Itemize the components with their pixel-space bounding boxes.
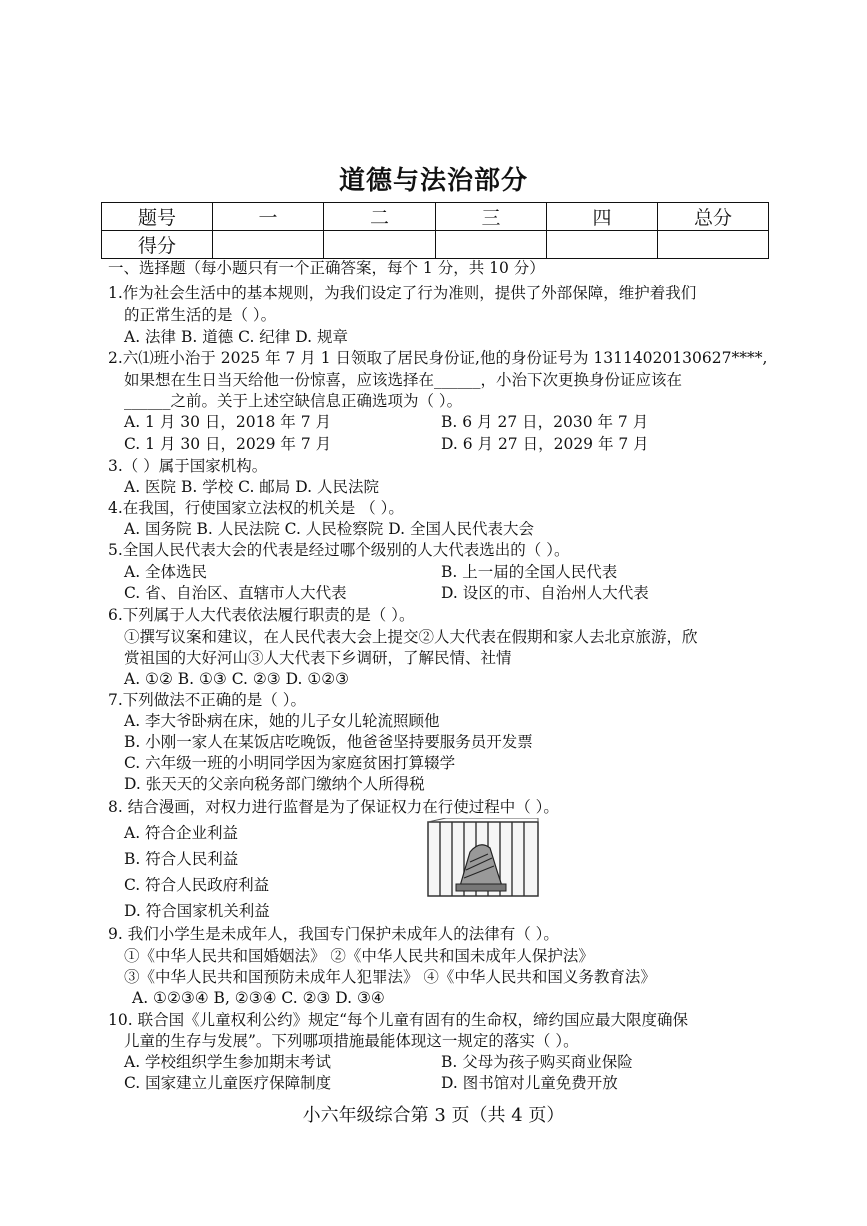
question-text-line: 7.下列做法不正确的是（ ）。: [108, 691, 306, 709]
score-cell: 二: [324, 203, 436, 231]
score-cell: 三: [436, 203, 547, 231]
page-title: 道德与法治部分: [338, 166, 528, 196]
score-cell: 得分: [102, 231, 213, 259]
question-text-line: 9. 我们小学生是未成年人，我国专门保护未成年人的法律有（ ）。: [108, 925, 559, 943]
question-text-line: 赏祖国的大好河山③人大代表下乡调研，了解民情、社情: [124, 649, 512, 667]
question-text-line: D. 张天天的父亲向税务部门缴纳个人所得税: [124, 775, 425, 793]
question-text-line: 5.全国人民代表大会的代表是经过哪个级别的人大代表选出的（ ）。: [108, 541, 570, 559]
question-text-line: A. 学校组织学生参加期末考试: [124, 1053, 332, 1071]
score-table-score-row: [102, 231, 769, 259]
question-text-line: B. 小刚一家人在某饭店吃晚饭，他爸爸坚持要服务员开发票: [124, 733, 533, 751]
question-text-line: B. 上一届的全国人民代表: [441, 563, 618, 581]
question-text-line: 如果想在生日当天给他一份惊喜，应该选择在______，小治下次更换身份证应该在: [124, 371, 683, 389]
score-cell: 题号: [102, 203, 213, 231]
question-text-line: D. 图书馆对儿童免费开放: [441, 1074, 618, 1092]
question-text-line: D. 设区的市、自治州人大代表: [441, 584, 649, 602]
question-text-line: C. 国家建立儿童医疗保障制度: [124, 1074, 332, 1092]
question-text-line: A. ①② B. ①③ C. ②③ D. ①②③: [124, 670, 350, 688]
question-text-line: ③《中华人民共和国预防未成年人犯罪法》 ④《中华人民共和国义务教育法》: [124, 968, 656, 986]
score-table: [101, 202, 769, 259]
question-text-line: 8. 结合漫画，对权力进行监督是为了保证权力在行使过程中（ ）。: [108, 798, 559, 816]
question-text-line: A. 国务院 B. 人民法院 C. 人民检察院 D. 全国人民代表大会: [124, 520, 534, 538]
score-input-cell[interactable]: [213, 231, 324, 259]
question-text-line: A. 法律 B. 道德 C. 纪律 D. 规章: [124, 328, 348, 346]
question-text-line: 1.作为社会生活中的基本规则，为我们设定了行为准则，提供了外部保障，维护着我们: [108, 284, 697, 302]
score-input-cell[interactable]: [547, 231, 658, 259]
question-text-line: ①《中华人民共和国婚姻法》 ②《中华人民共和国未成年人保护法》: [124, 947, 594, 965]
question-text-line: A. 符合企业利益: [124, 824, 239, 842]
score-cell: 四: [547, 203, 658, 231]
question-text-line: 10. 联合国《儿童权利公约》规定“每个儿童有固有的生命权，缔约国应最大限度确保: [108, 1011, 689, 1029]
question-text-line: D. 符合国家机关利益: [124, 902, 270, 920]
score-input-cell[interactable]: [436, 231, 547, 259]
question-text-line: C. 1 月 30 日，2029 年 7 月: [124, 435, 332, 453]
score-input-cell[interactable]: [658, 231, 769, 259]
question-text-line: 6.下列属于人大代表依法履行职责的是（ ）。: [108, 606, 415, 624]
page-footer: 小六年级综合第 3 页（共 4 页）: [302, 1105, 565, 1126]
question-text-line: 的正常生活的是（ ）。: [124, 306, 277, 324]
question-text-line: ______之前。关于上述空缺信息正确选项为（ ）。: [124, 392, 463, 410]
question-text-line: A. 全体选民: [124, 563, 208, 581]
score-cell: 一: [213, 203, 324, 231]
question-text-line: A. 1 月 30 日，2018 年 7 月: [124, 413, 332, 431]
question-text-line: D. 6 月 27 日，2029 年 7 月: [441, 435, 649, 453]
question-text-line: B. 符合人民利益: [124, 850, 239, 868]
score-cell: 总分: [658, 203, 769, 231]
question-text-line: C. 省、自治区、直辖市人大代表: [124, 584, 347, 602]
question-text-line: C. 六年级一班的小明同学因为家庭贫困打算辍学: [124, 754, 456, 772]
cage-cartoon-image: [424, 818, 542, 900]
question-text-line: 儿童的生存与发展”。下列哪项措施最能体现这一规定的落实（ ）。: [124, 1032, 579, 1050]
question-text-line: 一、选择题（每小题只有一个正确答案，每个 1 分，共 10 分）: [108, 259, 545, 277]
question-text-line: C. 符合人民政府利益: [124, 876, 270, 894]
question-text-line: 4.在我国，行使国家立法权的机关是 （ ）。: [108, 499, 404, 517]
question-text-line: A. 医院 B. 学校 C. 邮局 D. 人民法院: [124, 478, 379, 496]
question-text-line: A. ①②③④ B, ②③④ C. ②③ D. ③④: [132, 989, 385, 1007]
question-text-line: 2.六⑴班小治于 2025 年 7 月 1 日领取了居民身份证,他的身份证号为 13114020130627****,: [108, 349, 768, 367]
question-text-line: 3.（ ）属于国家机构。: [108, 457, 268, 475]
question-text-line: A. 李大爷卧病在床，她的儿子女儿轮流照顾他: [124, 712, 440, 730]
score-input-cell[interactable]: [324, 231, 436, 259]
question-text-line: ①撰写议案和建议，在人民代表大会上提交②人大代表在假期和家人去北京旅游，欣: [124, 628, 698, 646]
score-table-header-row: [102, 203, 769, 231]
question-text-line: B. 6 月 27 日，2030 年 7 月: [441, 413, 649, 431]
question-text-line: B. 父母为孩子购买商业保险: [441, 1053, 633, 1071]
